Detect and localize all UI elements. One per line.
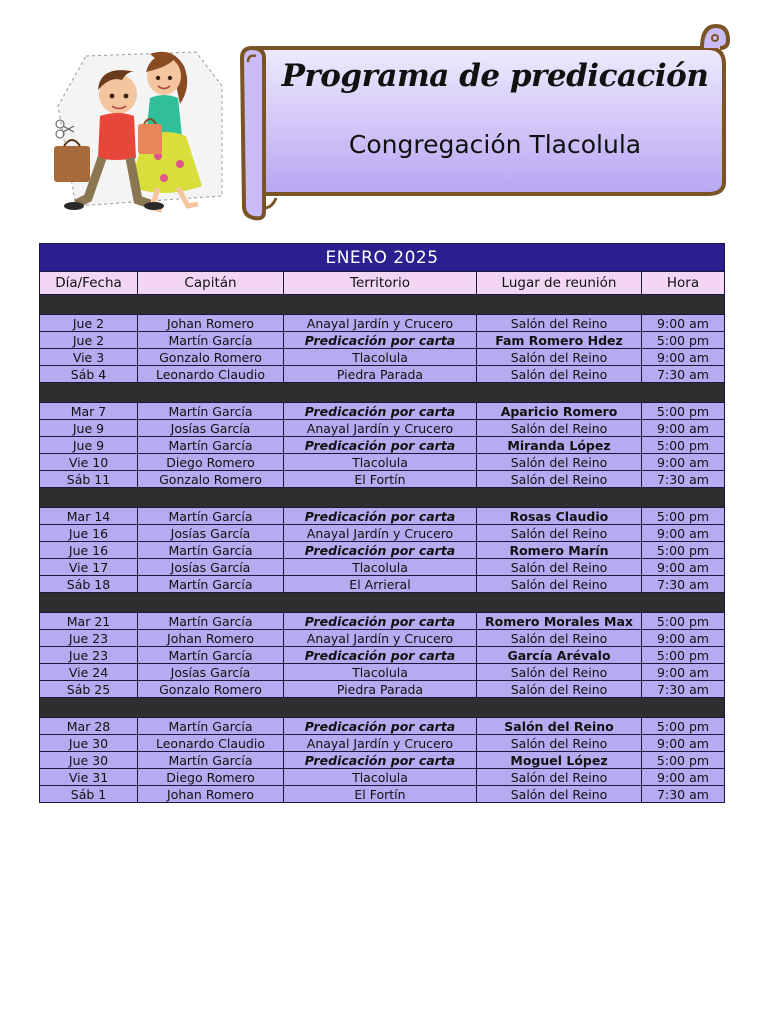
territory-cell: Anayal Jardín y Crucero (284, 525, 477, 542)
meeting-place-cell: Salón del Reino (477, 420, 642, 437)
day-date-cell: Mar 28 (40, 718, 138, 735)
meeting-place-cell: Salón del Reino (477, 718, 642, 735)
meeting-place-cell: Salón del Reino (477, 525, 642, 542)
congregation-subtitle: Congregación Tlacolula (348, 130, 642, 159)
captain-cell: Diego Romero (138, 454, 284, 471)
week-separator-cell (40, 593, 725, 613)
meeting-place-cell: Salón del Reino (477, 664, 642, 681)
table-row (40, 613, 725, 630)
table-row (40, 630, 725, 647)
table-row (40, 786, 725, 803)
time-cell: 9:00 am (642, 769, 725, 786)
territory-cell: Predicación por carta (284, 752, 477, 769)
month-heading: ENERO 2025 (40, 244, 725, 272)
meeting-place-cell: Salón del Reino (477, 786, 642, 803)
territory-cell: Predicación por carta (284, 437, 477, 454)
captain-cell: Martín García (138, 437, 284, 454)
schedule-body (40, 295, 725, 803)
captain-cell: Martín García (138, 647, 284, 664)
territory-cell: Tlacolula (284, 664, 477, 681)
captain-cell: Johan Romero (138, 315, 284, 332)
day-date-cell: Mar 14 (40, 508, 138, 525)
territory-cell: Piedra Parada (284, 681, 477, 698)
captain-cell: Leonardo Claudio (138, 735, 284, 752)
time-cell: 7:30 am (642, 576, 725, 593)
territory-cell: El Fortín (284, 471, 477, 488)
captain-cell: Martín García (138, 752, 284, 769)
meeting-place-cell: Rosas Claudio (477, 508, 642, 525)
territory-cell: Predicación por carta (284, 718, 477, 735)
column-header-lugar: Lugar de reunión (477, 272, 642, 295)
captain-cell: Diego Romero (138, 769, 284, 786)
time-cell: 9:00 am (642, 525, 725, 542)
time-cell: 9:00 am (642, 664, 725, 681)
day-date-cell: Jue 16 (40, 525, 138, 542)
column-header-territorio: Territorio (284, 272, 477, 295)
week-separator-cell (40, 698, 725, 718)
time-cell: 9:00 am (642, 630, 725, 647)
day-date-cell: Jue 23 (40, 647, 138, 664)
territory-cell: Anayal Jardín y Crucero (284, 630, 477, 647)
captain-cell: Gonzalo Romero (138, 349, 284, 366)
time-cell: 5:00 pm (642, 437, 725, 454)
schedule-table (39, 243, 725, 803)
week-separator (40, 383, 725, 403)
week-separator-cell (40, 488, 725, 508)
day-date-cell: Jue 9 (40, 437, 138, 454)
table-row (40, 735, 725, 752)
table-row (40, 525, 725, 542)
time-cell: 9:00 am (642, 735, 725, 752)
captain-cell: Martín García (138, 508, 284, 525)
meeting-place-cell: Romero Morales Max (477, 613, 642, 630)
meeting-place-cell: Salón del Reino (477, 349, 642, 366)
meeting-place-cell: Salón del Reino (477, 559, 642, 576)
day-date-cell: Jue 9 (40, 420, 138, 437)
time-cell: 9:00 am (642, 315, 725, 332)
captain-cell: Martín García (138, 576, 284, 593)
table-row (40, 454, 725, 471)
day-date-cell: Mar 21 (40, 613, 138, 630)
territory-cell: Predicación por carta (284, 508, 477, 525)
table-row (40, 769, 725, 786)
column-header-hora: Hora (642, 272, 725, 295)
meeting-place-cell: Salón del Reino (477, 735, 642, 752)
day-date-cell: Jue 23 (40, 630, 138, 647)
time-cell: 9:00 am (642, 454, 725, 471)
time-cell: 5:00 pm (642, 613, 725, 630)
meeting-place-cell: García Arévalo (477, 647, 642, 664)
table-row (40, 403, 725, 420)
captain-cell: Josías García (138, 664, 284, 681)
territory-cell: Predicación por carta (284, 332, 477, 349)
territory-cell: Tlacolula (284, 559, 477, 576)
meeting-place-cell: Salón del Reino (477, 454, 642, 471)
day-date-cell: Sáb 11 (40, 471, 138, 488)
territory-cell: Anayal Jardín y Crucero (284, 420, 477, 437)
captain-cell: Martín García (138, 403, 284, 420)
table-row (40, 332, 725, 349)
table-row (40, 718, 725, 735)
table-row (40, 542, 725, 559)
meeting-place-cell: Salón del Reino (477, 681, 642, 698)
week-separator-cell (40, 383, 725, 403)
territory-cell: Predicación por carta (284, 647, 477, 664)
meeting-place-cell: Romero Marín (477, 542, 642, 559)
time-cell: 7:30 am (642, 681, 725, 698)
captain-cell: Martín García (138, 542, 284, 559)
time-cell: 9:00 am (642, 349, 725, 366)
week-separator-cell (40, 295, 725, 315)
day-date-cell: Mar 7 (40, 403, 138, 420)
meeting-place-cell: Salón del Reino (477, 630, 642, 647)
time-cell: 5:00 pm (642, 718, 725, 735)
meeting-place-cell: Salón del Reino (477, 471, 642, 488)
table-row (40, 647, 725, 664)
day-date-cell: Sáb 18 (40, 576, 138, 593)
captain-cell: Martín García (138, 613, 284, 630)
time-cell: 9:00 am (642, 559, 725, 576)
day-date-cell: Jue 2 (40, 315, 138, 332)
day-date-cell: Vie 24 (40, 664, 138, 681)
captain-cell: Johan Romero (138, 786, 284, 803)
table-row (40, 681, 725, 698)
captain-cell: Martín García (138, 718, 284, 735)
table-row (40, 508, 725, 525)
table-row (40, 752, 725, 769)
week-separator (40, 295, 725, 315)
day-date-cell: Jue 16 (40, 542, 138, 559)
territory-cell: El Fortín (284, 786, 477, 803)
captain-cell: Johan Romero (138, 630, 284, 647)
table-row (40, 664, 725, 681)
column-header-dia: Día/Fecha (40, 272, 138, 295)
captain-cell: Josías García (138, 525, 284, 542)
column-header-capitan: Capitán (138, 272, 284, 295)
day-date-cell: Sáb 1 (40, 786, 138, 803)
captain-cell: Leonardo Claudio (138, 366, 284, 383)
table-row (40, 420, 725, 437)
time-cell: 7:30 am (642, 366, 725, 383)
scroll-banner (236, 22, 730, 222)
week-separator (40, 488, 725, 508)
time-cell: 5:00 pm (642, 542, 725, 559)
meeting-place-cell: Salón del Reino (477, 315, 642, 332)
meeting-place-cell: Salón del Reino (477, 769, 642, 786)
captain-cell: Martín García (138, 332, 284, 349)
week-separator (40, 593, 725, 613)
territory-cell: Predicación por carta (284, 613, 477, 630)
day-date-cell: Jue 30 (40, 735, 138, 752)
week-separator (40, 698, 725, 718)
day-date-cell: Vie 3 (40, 349, 138, 366)
territory-cell: Tlacolula (284, 349, 477, 366)
territory-cell: Tlacolula (284, 769, 477, 786)
territory-cell: Piedra Parada (284, 366, 477, 383)
time-cell: 5:00 pm (642, 332, 725, 349)
table-row (40, 349, 725, 366)
territory-cell: Predicación por carta (284, 542, 477, 559)
territory-cell: El Arrieral (284, 576, 477, 593)
territory-cell: Anayal Jardín y Crucero (284, 735, 477, 752)
day-date-cell: Sáb 25 (40, 681, 138, 698)
meeting-place-cell: Aparicio Romero (477, 403, 642, 420)
children-illustration (46, 46, 232, 218)
captain-cell: Gonzalo Romero (138, 471, 284, 488)
day-date-cell: Vie 31 (40, 769, 138, 786)
time-cell: 9:00 am (642, 420, 725, 437)
table-row (40, 437, 725, 454)
table-row (40, 471, 725, 488)
time-cell: 5:00 pm (642, 752, 725, 769)
time-cell: 7:30 am (642, 471, 725, 488)
territory-cell: Tlacolula (284, 454, 477, 471)
meeting-place-cell: Salón del Reino (477, 366, 642, 383)
day-date-cell: Vie 17 (40, 559, 138, 576)
page-title: Programa de predicación (281, 58, 709, 94)
time-cell: 5:00 pm (642, 403, 725, 420)
territory-cell: Predicación por carta (284, 403, 477, 420)
day-date-cell: Sáb 4 (40, 366, 138, 383)
table-row (40, 315, 725, 332)
time-cell: 7:30 am (642, 786, 725, 803)
captain-cell: Gonzalo Romero (138, 681, 284, 698)
captain-cell: Josías García (138, 559, 284, 576)
day-date-cell: Vie 10 (40, 454, 138, 471)
table-row (40, 366, 725, 383)
meeting-place-cell: Moguel López (477, 752, 642, 769)
table-row (40, 576, 725, 593)
day-date-cell: Jue 30 (40, 752, 138, 769)
meeting-place-cell: Salón del Reino (477, 576, 642, 593)
time-cell: 5:00 pm (642, 647, 725, 664)
meeting-place-cell: Fam Romero Hdez (477, 332, 642, 349)
meeting-place-cell: Miranda López (477, 437, 642, 454)
day-date-cell: Jue 2 (40, 332, 138, 349)
time-cell: 5:00 pm (642, 508, 725, 525)
table-row (40, 559, 725, 576)
territory-cell: Anayal Jardín y Crucero (284, 315, 477, 332)
captain-cell: Josías García (138, 420, 284, 437)
